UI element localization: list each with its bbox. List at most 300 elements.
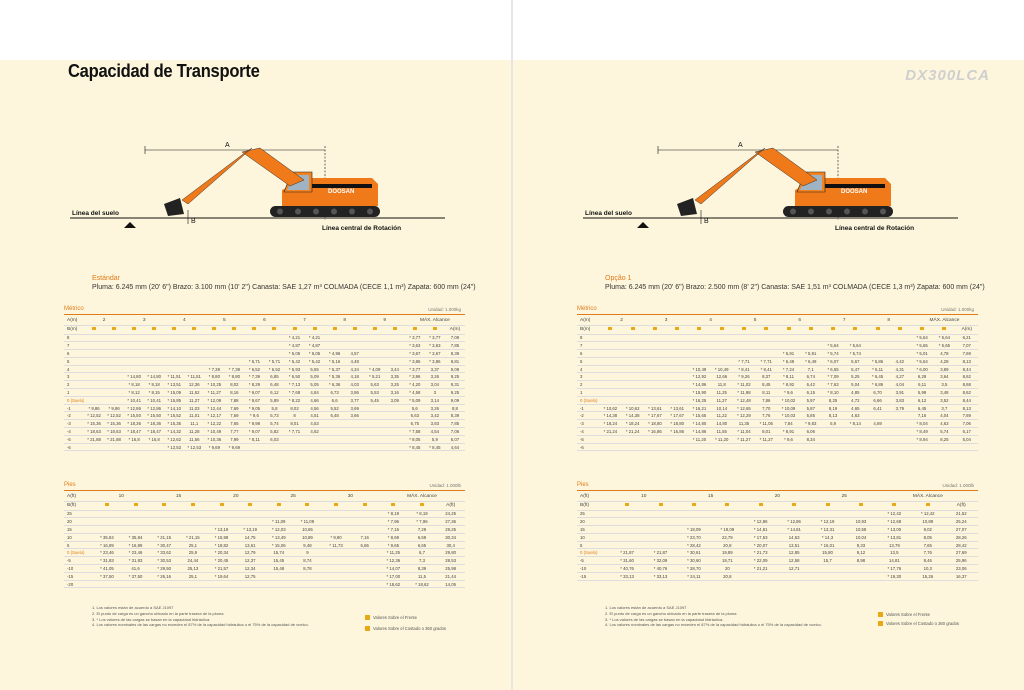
table-cell: * 12,68 [878, 518, 911, 526]
front-value-icon [625, 503, 629, 507]
table-cell [144, 342, 164, 350]
table-row [577, 389, 978, 397]
table-row [577, 404, 978, 412]
table-cell: * 21,73 [744, 549, 777, 557]
side-value-icon [272, 327, 276, 331]
table-cell: 9,48 [293, 541, 322, 549]
front-column [822, 325, 844, 334]
diagram-svg [60, 120, 460, 245]
table-cell [322, 572, 351, 580]
table-cell [599, 396, 621, 404]
table-cell: * 37,50 [93, 572, 122, 580]
table-cell [644, 541, 677, 549]
table-row [577, 443, 978, 451]
front-value-icon [373, 327, 377, 331]
table-cell [104, 443, 124, 451]
imperial-section-rule [577, 490, 978, 491]
table-subheader-row [64, 501, 465, 510]
page-title: Capacidad de Transporte [68, 61, 260, 81]
table-cell [84, 357, 104, 365]
row-height-label: -1 [577, 404, 599, 412]
front-value-icon [277, 503, 281, 507]
table-cell: 8,01 [755, 428, 777, 436]
table-cell: 25,13 [179, 565, 208, 573]
table-cell: 4,66 [305, 396, 325, 404]
table-cell: 6,42 [800, 381, 822, 389]
table-cell: 5,74 [933, 428, 955, 436]
table-cell: 8,13 [956, 357, 978, 365]
table-cell: * 10,62 [622, 404, 644, 412]
side-column [644, 501, 677, 510]
table-cell: * 8,14 [844, 420, 866, 428]
table-cell: 7,65 [911, 541, 944, 549]
table-cell [644, 357, 666, 365]
table-cell: 24,25 [436, 510, 465, 518]
row-height-label: 8 [64, 334, 84, 342]
table-cell [644, 526, 677, 534]
side-value-icon [878, 621, 883, 626]
footnotes [92, 605, 309, 628]
table-cell: 3,79 [889, 404, 911, 412]
table-cell [744, 510, 777, 518]
reach-column-header: A(ft) [944, 501, 978, 510]
row-height-label: 1 [64, 389, 84, 397]
column-header: 6 [244, 316, 284, 325]
table-cell: * 4,87 [285, 342, 305, 350]
row-height-label: 5 [64, 541, 93, 549]
table-cell: * 11,09 [264, 518, 293, 526]
table-cell [610, 526, 643, 534]
column-header: 5 [733, 316, 778, 325]
table-cell: 8,45 [755, 381, 777, 389]
table-cell: 10,65 [293, 526, 322, 534]
table-row [64, 541, 465, 549]
table-cell: * 15,06 [264, 541, 293, 549]
table-cell: * 18,80 [666, 420, 688, 428]
table-cell: 3,86 [345, 389, 365, 397]
table-cell: 5,04 [844, 381, 866, 389]
side-value-icon [420, 503, 424, 507]
table-cell [666, 350, 688, 358]
table-cell [345, 342, 365, 350]
table-cell: * 19,64 [207, 572, 236, 580]
table-cell: * 8,22 [285, 396, 305, 404]
side-column [777, 501, 810, 510]
table-cell: 9,09 [445, 396, 465, 404]
table-cell: 9 [293, 549, 322, 557]
table-cell: 8,37 [755, 373, 777, 381]
front-value-icon [787, 327, 791, 331]
table-cell [644, 389, 666, 397]
table-cell [889, 412, 911, 420]
table-cell [184, 357, 204, 365]
track-roller [313, 209, 319, 215]
table-cell [811, 572, 844, 580]
table-cell: * 17,76 [878, 565, 911, 573]
ground-marker-icon [637, 222, 649, 228]
table-cell: * 31,83 [93, 557, 122, 565]
table-cell: * 12,22 [204, 420, 224, 428]
table-cell [385, 420, 405, 428]
ground-marker-icon [124, 222, 136, 228]
table-cell: 3,7 [933, 404, 955, 412]
table-cell: 4,48 [345, 357, 365, 365]
table-cell [350, 518, 379, 526]
table-cell: 28,26 [944, 533, 978, 541]
table-cell [236, 580, 265, 588]
track-roller [862, 209, 868, 215]
table-cell [164, 334, 184, 342]
excavator-diagram [60, 120, 460, 245]
table-cell [93, 526, 122, 534]
table-cell: 6,41 [866, 404, 888, 412]
front-value-icon [892, 503, 896, 507]
table-cell: 8,34 [800, 435, 822, 443]
excavator-diagram [573, 120, 973, 245]
table-cell [733, 342, 755, 350]
row-height-label: -4 [64, 428, 84, 436]
counterweight-stripe [306, 184, 372, 188]
row-height-label: -5 [577, 435, 599, 443]
table-cell [285, 443, 305, 451]
table-cell: 15,80 [811, 549, 844, 557]
table-cell: * 21,24 [599, 428, 621, 436]
table-cell: * 11,27 [204, 389, 224, 397]
row-height-label: 15 [577, 526, 610, 534]
page-option-1 [513, 0, 1024, 690]
table-cell [345, 334, 365, 342]
table-cell: * 14,86 [688, 428, 710, 436]
ground-line-label: Línea del suelo [585, 210, 632, 217]
table-cell [179, 526, 208, 534]
table-cell: 5,9 [425, 435, 445, 443]
table-cell: 12,85 [777, 549, 810, 557]
table-cell: 29,80 [436, 549, 465, 557]
side-column [224, 325, 244, 334]
table-cell: * 11,51 [164, 373, 184, 381]
side-column [425, 325, 445, 334]
side-value-icon [631, 327, 635, 331]
table-cell: * 41,05 [93, 565, 122, 573]
side-value-icon [725, 503, 729, 507]
front-column [733, 325, 755, 334]
row-height-label: 7 [577, 342, 599, 350]
table-cell [644, 350, 666, 358]
table-cell: 6,21 [956, 334, 978, 342]
table-cell: * 15,52 [164, 412, 184, 420]
table-cell: * 7,71 [733, 357, 755, 365]
front-value-icon [759, 503, 763, 507]
b-axis-label: B(ft) [577, 501, 610, 510]
track-undercarriage [783, 206, 893, 217]
row-height-label: -20 [64, 580, 93, 588]
table-cell: 3,26 [425, 404, 445, 412]
table-cell: 11,8 [711, 381, 733, 389]
side-value-icon [942, 327, 946, 331]
table-cell [325, 435, 345, 443]
column-header: 2 [599, 316, 644, 325]
table-row [577, 357, 978, 365]
side-value-icon [675, 327, 679, 331]
side-column [236, 501, 265, 510]
legend-side: Valores Sobre el Costado o 360 grados [365, 626, 446, 631]
table-cell: * 5,05 [285, 350, 305, 358]
table-cell: * 8,12 [124, 389, 144, 397]
column-header: 6 [777, 316, 822, 325]
table-row [577, 365, 978, 373]
table-cell: * 9,26 [733, 373, 755, 381]
table-cell: 3,69 [345, 404, 365, 412]
table-cell: * 9,6 [777, 435, 799, 443]
table-cell: * 12,09 [204, 396, 224, 404]
table-cell [184, 342, 204, 350]
footnote: 2. El punto de carga es un gancho ubicado en la parte trasera de la pluma [92, 610, 224, 616]
table-cell [711, 518, 744, 526]
row-height-label: -6 [577, 443, 599, 451]
table-cell [350, 549, 379, 557]
table-cell [889, 443, 911, 451]
table-row [64, 549, 465, 557]
row-height-label: 2 [577, 381, 599, 389]
side-column [179, 501, 208, 510]
table-cell: * 21,15 [150, 533, 179, 541]
table-cell: 14,53 [777, 533, 810, 541]
table-cell [345, 428, 365, 436]
table-cell: 4,04 [889, 381, 911, 389]
table-cell: * 13,61 [666, 404, 688, 412]
table-cell: * 3,77 [405, 365, 425, 373]
table-cell: 7,09 [445, 334, 465, 342]
table-cell: 10,58 [844, 526, 877, 534]
table-cell [822, 435, 844, 443]
table-cell [711, 350, 733, 358]
table-cell: 10,89 [293, 533, 322, 541]
front-value-icon [826, 503, 830, 507]
column-header: 10 [610, 492, 677, 501]
table-cell: 4,31 [889, 365, 911, 373]
table-cell [666, 334, 688, 342]
table-cell: 7,65 [224, 420, 244, 428]
table-cell: 29,25 [436, 526, 465, 534]
table-cell: 15,48 [264, 565, 293, 573]
table-cell: * 10,49 [688, 365, 710, 373]
brand-label: DOOSAN [328, 189, 355, 195]
table-cell: 7,99 [224, 435, 244, 443]
track-roller [331, 209, 337, 215]
table-cell [688, 443, 710, 451]
table-cell: 3,09 [385, 396, 405, 404]
table-cell: * 11,04 [733, 428, 755, 436]
column-header: 4 [688, 316, 733, 325]
table-cell: * 17,00 [379, 572, 408, 580]
table-cell: * 6,45 [866, 373, 888, 381]
table-cell [350, 526, 379, 534]
table-cell: * 5,37 [325, 365, 345, 373]
table-cell: 12,66 [711, 373, 733, 381]
table-cell [385, 342, 405, 350]
row-height-label: 7 [64, 342, 84, 350]
table-cell: 6,75 [405, 420, 425, 428]
table-cell [599, 342, 621, 350]
table-cell: * 6,49 [777, 357, 799, 365]
table-cell [264, 334, 284, 342]
table-cell: * 15,50 [124, 412, 144, 420]
table-cell: * 9,90 [322, 533, 351, 541]
table-cell: * 5,42 [305, 357, 325, 365]
table-cell: 7,69 [956, 412, 978, 420]
table-cell: 4,62 [305, 428, 325, 436]
table-cell: * 5,01 [911, 350, 933, 358]
table-row [577, 435, 978, 443]
table-cell [866, 342, 888, 350]
table-cell [956, 443, 978, 451]
track-undercarriage [270, 206, 380, 217]
table-cell: * 14,10 [164, 404, 184, 412]
column-header: 7 [822, 316, 867, 325]
table-cell: * 5,64 [911, 334, 933, 342]
table-cell: * 28,70 [677, 565, 710, 573]
table-cell: * 18,62 [408, 580, 437, 588]
table-cell: * 10,62 [599, 404, 621, 412]
table-cell: * 14,3 [811, 533, 844, 541]
row-height-label: 10 [64, 533, 93, 541]
front-column [204, 325, 224, 334]
table-row [577, 565, 978, 573]
table-cell [345, 420, 365, 428]
config-title: Opção 1 [605, 275, 632, 282]
bucket [677, 198, 697, 216]
table-cell: * 18,09 [711, 526, 744, 534]
table-cell: * 9,65 [379, 541, 408, 549]
table-cell [144, 334, 164, 342]
footnote: 4. Los valores nominales de las cargas no exceden el 87% de la capacidad hidráulica o el 75% de la capacidad de vuelco. [92, 622, 309, 628]
table-cell [744, 572, 777, 580]
table-cell: 10,93 [844, 518, 877, 526]
table-cell: * 7,63 [822, 381, 844, 389]
table-cell [644, 365, 666, 373]
table-cell: * 21,15 [179, 533, 208, 541]
footnote: 3. * Los valores de las cargas se basan en la capacidad hidráulica. [605, 616, 724, 622]
brand-label: DOOSAN [841, 189, 868, 195]
table-cell [866, 350, 888, 358]
table-cell [644, 435, 666, 443]
table-cell [622, 334, 644, 342]
table-cell: * 13,31 [811, 526, 844, 534]
ground-line-label: Línea del suelo [72, 210, 119, 217]
table-cell: 8,05 [911, 533, 944, 541]
table-cell: 3,37 [425, 365, 445, 373]
table-cell: 7,76 [755, 412, 777, 420]
table-cell: 7,76 [911, 549, 944, 557]
side-column [345, 325, 365, 334]
table-cell: 7,69 [224, 404, 244, 412]
table-cell: * 24,11 [677, 572, 710, 580]
front-column [777, 325, 799, 334]
table-cell [84, 334, 104, 342]
table-cell: 25,98 [436, 565, 465, 573]
table-cell: 5,52 [325, 404, 345, 412]
table-cell [244, 342, 264, 350]
table-cell [124, 342, 144, 350]
table-cell [733, 443, 755, 451]
table-cell [755, 443, 777, 451]
side-column [933, 325, 955, 334]
side-value-icon [134, 503, 138, 507]
table-cell [325, 334, 345, 342]
table-cell: 22,79 [711, 533, 744, 541]
table-cell: * 7,16 [379, 526, 408, 534]
row-height-label: 4 [577, 365, 599, 373]
table-cell: 41,6 [121, 565, 150, 573]
table-cell: * 7,58 [405, 428, 425, 436]
column-header: 25 [264, 492, 321, 501]
config-description: Pluma: 6.245 mm (20' 6") Brazo: 3.100 mm (10' 2") Canasta: SAE 1,27 m³ COLMADA (CECE 1,1 m³) Zapata: 600 mm (24") [92, 284, 476, 291]
arm [182, 148, 252, 204]
table-cell [688, 342, 710, 350]
row-height-label: 5 [577, 357, 599, 365]
table-cell: * 4,09 [365, 365, 385, 373]
table-header-row [577, 492, 978, 501]
table-cell [179, 518, 208, 526]
table-cell [104, 381, 124, 389]
table-cell [844, 435, 866, 443]
table-cell: 7,70 [755, 404, 777, 412]
side-value-icon [809, 327, 813, 331]
table-cell [345, 443, 365, 451]
table-cell: * 18,24 [622, 420, 644, 428]
table-cell: 4,54 [425, 428, 445, 436]
config-title: Estándar [92, 275, 121, 282]
table-cell [322, 565, 351, 573]
table-cell [666, 365, 688, 373]
table-cell [644, 334, 666, 342]
table-cell [385, 404, 405, 412]
column-header: 4 [164, 316, 204, 325]
table-cell [599, 357, 621, 365]
table-cell: * 8,69 [379, 533, 408, 541]
table-cell: 5,8 [264, 404, 284, 412]
side-column [264, 325, 284, 334]
side-value-icon [232, 327, 236, 331]
table-cell: * 9,69 [204, 443, 224, 451]
table-cell: 6,48 [264, 381, 284, 389]
side-column [184, 325, 204, 334]
table-cell [666, 396, 688, 404]
table-row [64, 572, 465, 580]
side-value-icon [792, 503, 796, 507]
table-cell: * 33,62 [150, 549, 179, 557]
bucket [164, 198, 184, 216]
table-cell: 3,42 [425, 412, 445, 420]
table-cell [264, 572, 293, 580]
table-cell [866, 435, 888, 443]
table-cell: * 17,67 [644, 412, 666, 420]
table-cell: * 10,09 [777, 404, 799, 412]
table-cell [711, 342, 733, 350]
table-cell: * 9,05 [244, 404, 264, 412]
table-cell: 8,62 [956, 389, 978, 397]
table-cell [844, 572, 877, 580]
table-cell [264, 580, 293, 588]
table-cell: 5,6 [405, 404, 425, 412]
footnote: 1. Los valores están de acuerdo a SAE J1097 [605, 605, 687, 610]
b-axis-label: B(ft) [64, 501, 93, 510]
table-cell: * 7,96 [408, 518, 437, 526]
table-row [64, 350, 465, 358]
table-cell: 7,84 [777, 420, 799, 428]
row-height-label: 0 (Suelo) [64, 549, 93, 557]
table-cell: * 18,62 [379, 580, 408, 588]
